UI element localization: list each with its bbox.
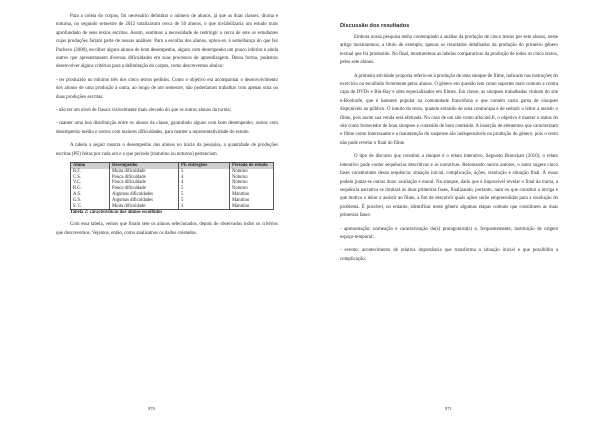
table-cell: 5 [179,186,230,192]
table-cell: 3 [179,204,230,210]
intro-paragraph: Para a coleta do corpus, foi necessário delimitar o número de alunos, já que as duas classes, diurna e noturna, no segundo semestre de 2012 totalizavam cerca de 50 alunos, o que inviabilizaria um estudo mais aprofundado de seus textos escritos. Assim, sentimos a necessidade de restringir a cerca de sete os estudantes cujas produções fariam parte de nossas análises. Para a escolha dos alunos, optou-se, à semelhança do que fez Pacheco (2008), escolher alguns alunos de bom desempenho, alguns com desempenho um pouco inferior e ainda outros que apresentassem diversas dificuldades em suas processos de aprendizagem. Dessa forma, pudemos desenvolver alguns critérios para a delimitação do corpus, como descrevemos abaixo: [56,14,278,70]
table-header-cell: Aluno [71,163,110,169]
criterion-paragraph: - não ter um nível de frasais visivelmente mais elevado do que os outros alunos da turma; [56,108,231,114]
page-number: 970 [148,406,155,411]
table-cell: 5 [179,198,230,204]
students-table [70,162,274,210]
table-cell: Noturno [230,186,274,192]
table-cell: 4 [179,180,230,186]
table-cell: A.S. [71,192,110,198]
table-cell: Noturno [230,175,274,181]
closing-paragraph: Com essa tabela, vemos que foram sete os alunos selecionados, depois de observados todos os critérios que descrevemos. Vejamos, então, como analisamos os dados coletados. [56,222,278,236]
table-cell: Pouca dificuldade [110,180,179,186]
table-cell: Noturno [230,169,274,175]
right-page [300,0,600,424]
table-cell: S. C. [71,204,110,210]
table-row [71,204,274,210]
body-paragraph: Embora nossa pesquisa tenha contemplado a análise da produção de cinco textos por sete alunos, neste artigo mostraremos, a título de exemplo, apenas os resultados detalhados da produção do primeiro gênero textual que foi produzido. No final, mostraremos as tabelas comparativas da produção de todos os cinco textos, pelos sete alunos. [340,35,558,66]
table-intro-paragraph: A tabela a seguir mostra o desempenho dos alunos no início da pesquisa, a quantidade de produções escritas (PE) feitas por cada um e a que período (matutino ou noturno) pertenciam. [56,143,278,157]
list-paragraph: - apresentação: nomeação e caracterização do(s) protagonista(s) e, frequentemente, instituição de origem espaço-temporal; [340,226,558,240]
table-cell: R.G. [71,186,110,192]
table-cell: R.F. [71,169,110,175]
table-cell: 4 [179,175,230,181]
table-cell: Muita dificuldade [110,204,179,210]
table-cell: Matutino [230,204,274,210]
table-cell: V.C. [71,180,110,186]
table-caption: Tabela 2: características dos alunos escolhidos [70,210,163,216]
table-cell: 5 [179,169,230,175]
table-cell: Algumas dificuldades [110,192,179,198]
table-header-cell: PE entregues [179,163,230,169]
table-cell: Pouca dificuldade [110,186,179,192]
body-paragraph: A primeira atividade proposta referiu-se à produção de uma sinopse de filme, indicado nas instruções do exercício ou escolhido livremente pelos alunos. O gênero em questão tem como suportes mais comuns a contra capa de DVDs e Blu-Ray e sites especializados em filmes. Em classe, as sinopses trabalhadas vinham do site e-Booloufé, que é bastante popular na comunidade francófona e que contém vasta gama de sinopses disponíveis ao público. O intuito do texto, quando extraído de uma contracapa é de seduzir o leitor a assistir o filme, pois assim sua venda será efetuada. No caso de um site como allociné.fr, o objetivo é manter o status do site como fornecedor de boas sinopses e conteúdo de bom conteúdo. A inserção de elementos que caracterizam o filme como interessante e a manutenção do suspense são indispensáveis na produção do gênero, pois o texto não pode revelar o final do filme. [340,73,558,146]
table-cell: Matutino [230,198,274,204]
table-cell: Muita dificuldade [110,169,179,175]
table-cell: G.S. [71,198,110,204]
table-cell: Matutino [230,192,274,198]
table-header-cell: Período de estudo [230,163,274,169]
page-number: 971 [445,406,452,411]
table-cell: C.S. [71,175,110,181]
table-cell: Algumas dificuldades [110,198,179,204]
criterion-paragraph: - ter produzido no mínimo três dos cinco textos pedidos. Como o objetivo era acompanhar o desenvolvimento dos alunos de uma produção à outra, ao longo de um semestre, não poderíamos trabalhar com apenas uma ou duas produções escritas; [56,77,278,100]
table-cell: Pouca dificuldade [110,175,179,181]
body-paragraph: O tipo de discurso que constitui a sinopse é o relato interativo. Segundo Bronckart (2010), o relato interativo pode conter sequências descritivas e as narrativas. Retomando outros autores, o autor sugere cinco fases constituintes dessa sequência: situação inicial, complicação, ações, resolução e situação final. À essas podem juntar-se outras duas: avaliação e moral. Na sinopse, dado que é impossível revelar o final da trama, a sequência narrativa se limitará às duas primeiras fases, finalizando, portanto, num ou que constituí a intriga e que motiva o leitor a assistir ao filme, a fim de descobrir quais ações serão empreendidas para a resolução do problema. É possível, no entanto, identificar neste gênero algumas etapas comuns que constituem as duas primeiras fases: [340,154,558,219]
list-paragraph: - evento: acontecimento de relativa importância que transforma a situação inicial e que possibilita a complicação; [340,248,558,262]
table-cell: Noturno [230,180,274,186]
section-heading: Discussão dos resultados [340,23,410,29]
table-cell: 5 [179,192,230,198]
criterion-paragraph: - manter uma boa distribuição entre os alunos da classe, garantindo alguns com bom desempenho, outros com desempenho médio e outros com maiores dificuldades, para manter a representatividade do estudo. [56,121,278,135]
table-header-cell: Desempenho [110,163,179,169]
